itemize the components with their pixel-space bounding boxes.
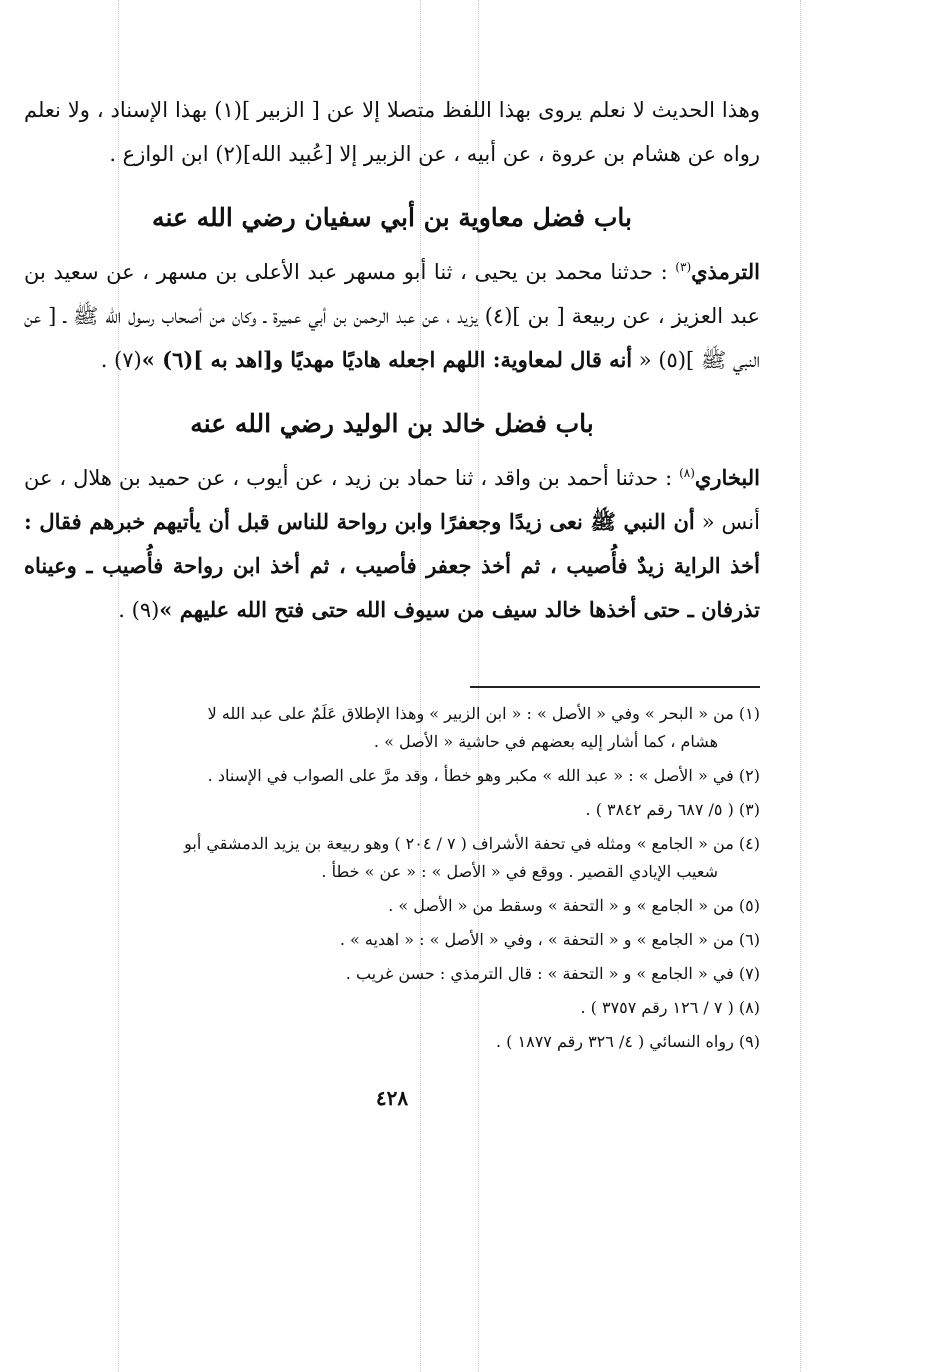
source-name: البخاري [694,465,760,490]
intro-paragraph: وهذا الحديث لا نعلم يروى بهذا اللفظ متصلا إلا عن [ الزبير ](١) بهذا الإسناد ، ولا نعلم رواه عن هشام بن عروة ، عن أبيه ، عن الزبير إلا [عُبيد الله](٢) ابن الوازع . [24,98,760,166]
footnote-item: (٣) ( ٥/ ٦٨٧ رقم ٣٨٤٢ ) . [585,800,760,819]
matn-text: أن النبي ﷺ نعى زيدًا وجعفرًا وابن رواحة للناس قبل أن يأتيهم خبرهم فقال : أخذ الراية زيدٌ فأُصيب ، ثم أخذ جعفر فأصيب ، ثم أخذ ابن رواحة فأُصيب ـ وعيناه تذرفان ـ حتى أخذها خالد سيف من سيوف الله حتى فتح الله عليهم » [24,509,760,622]
hadith-muawiya [24,250,760,382]
footnote-item: (٥) من « الجامع » و « التحفة » وسقط من « الأصل » . [388,896,760,915]
isnad-text: : حدثنا أحمد بن واقد ، ثنا حماد بن زيد ، عن أيوب ، عن حميد بن هلال ، عن أنس « [24,466,760,534]
footnote-item: (٢) في « الأصل » : « عبد الله » مكبر وهو خطأ ، وقد مرَّ على الصواب في الإسناد . [207,766,760,785]
source-name: الترمذي [691,259,760,284]
footnote-ref: (٨) [679,466,695,480]
page-number: ٤٢٨ [375,1086,409,1110]
footnote-item: (١) من « البحر » وفي « الأصل » : « ابن الزبير » وهذا الإطلاق عَلَمٌ على عبد الله لا هشام ، كما أشار إليه بعضهم في حاشية « الأصل » . [207,704,760,751]
isnad-text: : حدثنا محمد بن يحيى ، ثنا أبو مسهر عبد الأعلى بن مسهر ، عن سعيد بن عبد العزيز ، عن ربيعة [ بن ](٤) يزيد ، عن عبد الرحمن بن أبي عميرة ـ وكان من أصحاب رسول الله ﷺ ـ [ عن النبي ﷺ ](٥) « [24,260,761,372]
footnote-item: (٤) من « الجامع » ومثله في تحفة الأشراف ( ٧ / ٢٠٤ ) وهو ربيعة بن يزيد الدمشقي أبو شعيب الإيادي القصير . ووقع في « الأصل » : « عن » خطأ . [184,834,760,881]
paragraph-ending: (٩) . [118,598,160,622]
scan-artifact-line [800,0,801,1372]
footnote-item: (٨) ( ٧ / ١٢٦ رقم ٣٧٥٧ ) . [580,998,760,1017]
chapter-heading-muawiya: باب فضل معاوية بن أبي سفيان رضي الله عنه [152,203,632,232]
hadith-khalid [24,456,760,632]
paragraph-ending: (٧) . [100,348,142,372]
footnotes [24,700,760,1056]
footnote-separator [470,686,760,688]
footnote-item: (٦) من « الجامع » و « التحفة » ، وفي « الأصل » : « اهديه » . [339,930,760,949]
matn-text: أنه قال لمعاوية: اللهم اجعله هاديًا مهديًا و[اهد به ](٦) » [141,347,633,372]
footnote-item: (٩) رواه النسائي ( ٤/ ٣٢٦ رقم ١٨٧٧ ) . [496,1032,760,1051]
footnote-ref: (٣) [675,260,692,274]
chapter-heading-khalid: باب فضل خالد بن الوليد رضي الله عنه [190,409,594,438]
book-page [24,88,760,1110]
footnote-item: (٧) في « الجامع » و « التحفة » : قال الترمذي : حسن غريب . [345,964,760,983]
